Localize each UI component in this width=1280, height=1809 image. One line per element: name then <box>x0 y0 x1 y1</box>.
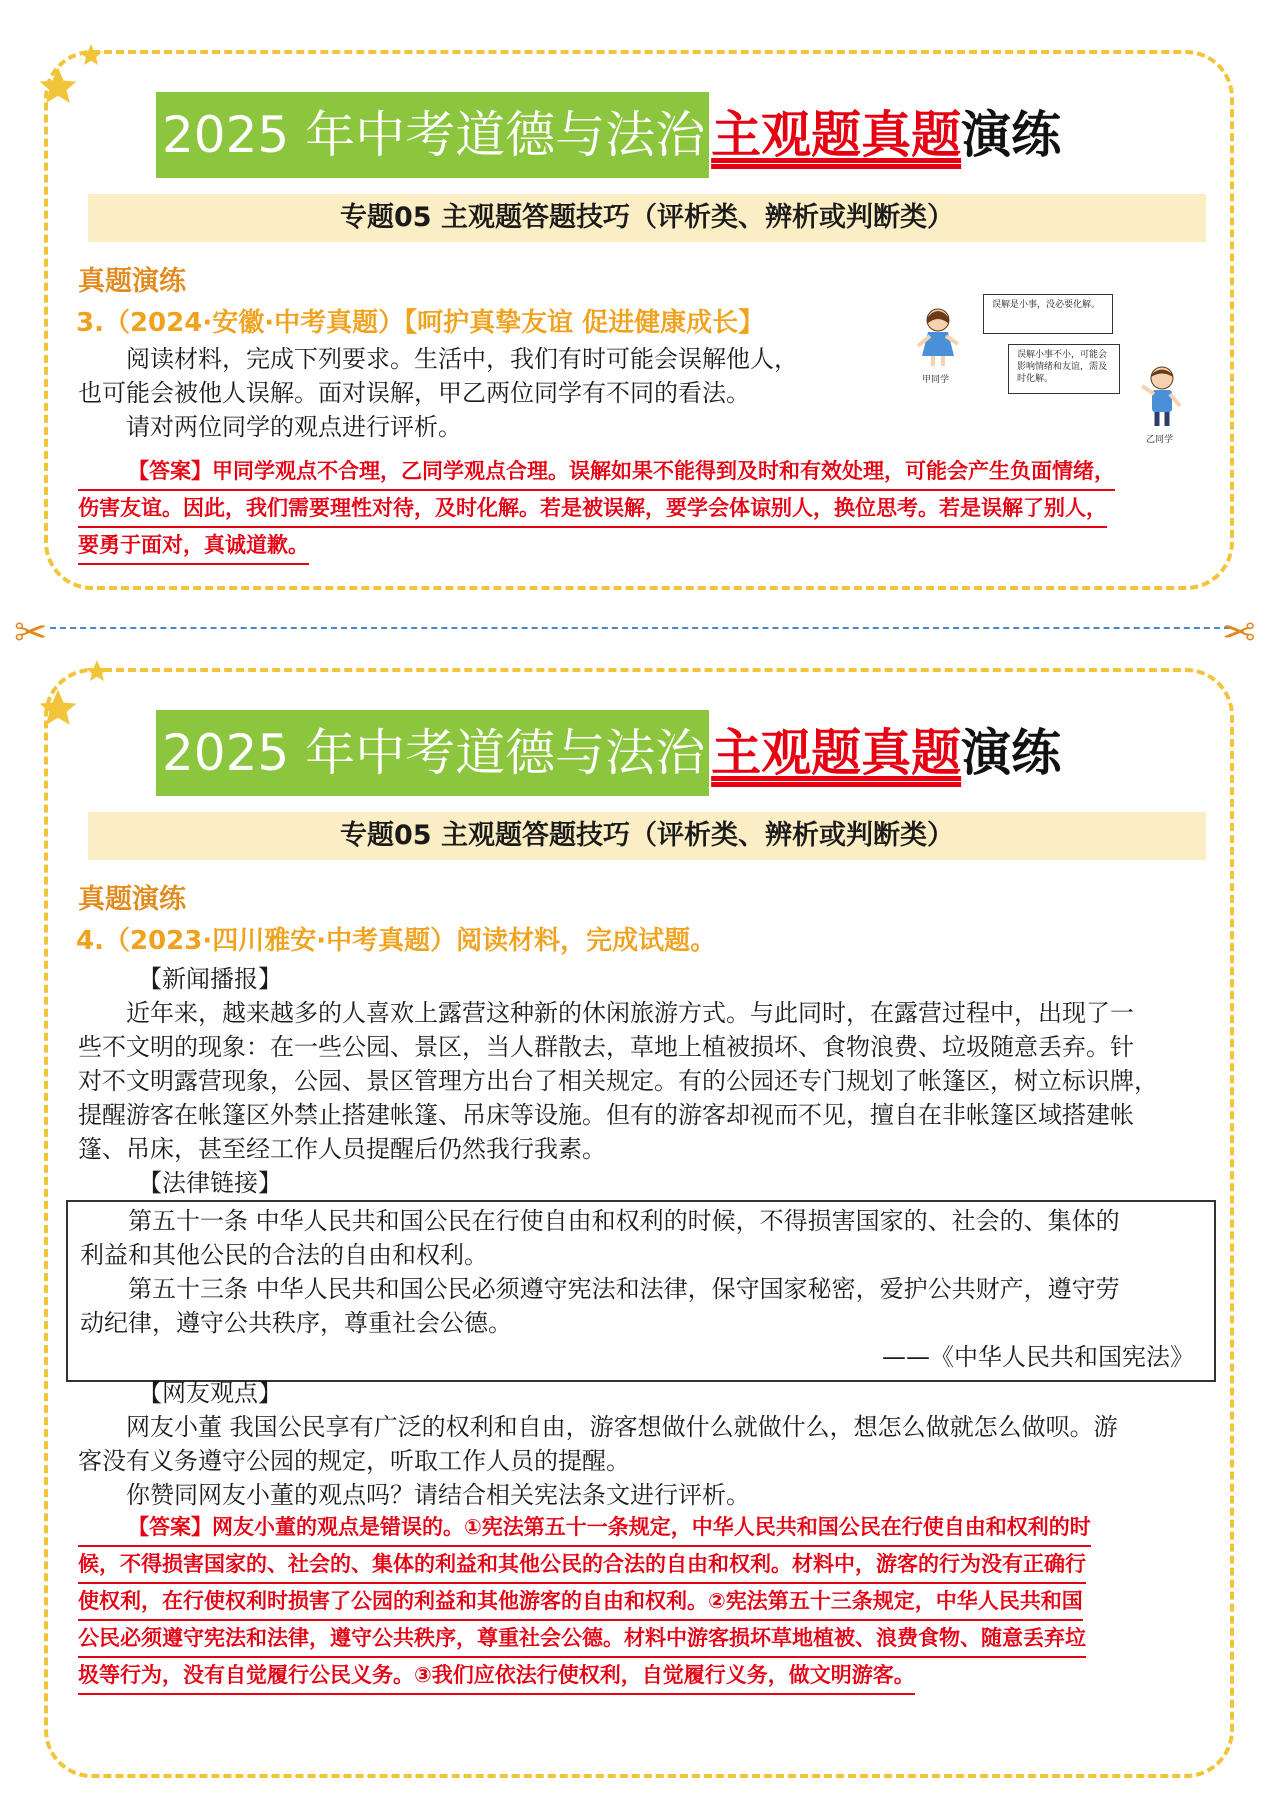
text-line: 些不文明的现象：在一些公园、景区，当人群散去，草地上植被损坏、食物浪费、垃圾随意丢弃。针 <box>78 1033 1134 1061</box>
netizen-section <box>78 1376 1218 1512</box>
title-green-part: 2025 年中考道德与法治 <box>156 710 709 796</box>
star-icon <box>36 64 80 108</box>
title-green-part: 2025 年中考道德与法治 <box>156 92 709 178</box>
law-tag: 【法律链接】 <box>138 1169 282 1197</box>
answer-line: 【答案】网友小董的观点是错误的。①宪法第五十一条规定，中华人民共和国公民在行使自由和权利的时 <box>78 1510 1091 1547</box>
text-line: 提醒游客在帐篷区外禁止搭建帐篷、吊床等设施。但有的游客却视而不见，擅自在非帐篷区域搭建帐 <box>78 1101 1134 1129</box>
text-line: 网友小董 我国公民享有广泛的权利和自由，游客想做什么就做什么，想怎么做就怎么做呗。游 <box>126 1413 1118 1441</box>
law-line: 第五十一条 中华人民共和国公民在行使自由和权利的时候，不得损害国家的、社会的、集体的 <box>128 1207 1120 1235</box>
page-title <box>156 710 1061 796</box>
star-icon <box>84 658 110 684</box>
girl-student-icon <box>908 304 968 368</box>
section-label: 真题演练 <box>78 884 186 915</box>
law-line: 动纪律，遵守公共秩序，尊重社会公德。 <box>80 1309 512 1337</box>
text-line: 请对两位同学的观点进行评析。 <box>126 413 462 441</box>
law-line: 第五十三条 中华人民共和国公民必须遵守宪法和法律，保守国家秘密，爱护公共财产，遵守劳 <box>128 1275 1120 1303</box>
law-link-box <box>66 1200 1216 1382</box>
speech-bubble-b: 误解小事不小，可能会影响情绪和友谊，需及时化解。 <box>1008 344 1120 394</box>
netizen-tag: 【网友观点】 <box>138 1379 282 1407</box>
answer-line: 要勇于面对，真诚道歉。 <box>78 528 309 565</box>
news-section <box>78 962 1218 1200</box>
question-body <box>78 342 898 444</box>
boy-student-icon <box>1134 362 1190 428</box>
speech-bubble-a: 误解是小事，没必要化解。 <box>983 294 1113 334</box>
question-title: 4.（2023·四川雅安·中考真题）阅读材料，完成试题。 <box>76 926 717 956</box>
label-student-a: 甲同学 <box>922 375 950 385</box>
page-title <box>156 92 1061 178</box>
news-tag: 【新闻播报】 <box>138 965 282 993</box>
cut-divider <box>50 627 1230 629</box>
star-icon <box>36 686 80 730</box>
answer-line: 候，不得损害国家的、社会的、集体的利益和其他公民的合法的自由和权利。材料中，游客的行为没有正确行 <box>78 1547 1086 1584</box>
topic-subtitle: 专题05 主观题答题技巧（评析类、辨析或判断类） <box>88 812 1206 860</box>
answer-line: 圾等行为，没有自觉履行公民义务。③我们应依法行使权利，自觉履行义务，做文明游客。 <box>78 1658 915 1695</box>
text-line: 你赞同网友小董的观点吗？请结合相关宪法条文进行评析。 <box>126 1481 750 1509</box>
text-line: 对不文明露营现象，公园、景区管理方出台了相关规定。有的公园还专门规划了帐篷区，树立标识牌， <box>78 1067 1158 1095</box>
title-red-part: 主观题真题 <box>711 724 962 782</box>
question-card-4 <box>44 668 1234 1778</box>
title-black-part: 演练 <box>961 724 1062 782</box>
text-line: 篷、吊床，甚至经工作人员提醒后仍然我行我素。 <box>78 1135 606 1163</box>
question-card-3 <box>44 50 1234 590</box>
answer-line: 【答案】甲同学观点不合理，乙同学观点合理。误解如果不能得到及时和有效处理，可能会产生负面情绪， <box>78 454 1115 491</box>
answer-block <box>78 454 1115 565</box>
title-red-part: 主观题真题 <box>711 106 962 164</box>
text-line: 客没有义务遵守公园的规定，听取工作人员的提醒。 <box>78 1447 630 1475</box>
text-line: 近年来，越来越多的人喜欢上露营这种新的休闲旅游方式。与此同时，在露营过程中，出现了一 <box>126 999 1134 1027</box>
answer-line: 公民必须遵守宪法和法律，遵守公共秩序，尊重社会公德。材料中游客损坏草地植被、浪费食物、随意丢弃垃 <box>78 1621 1086 1658</box>
scissors-icon: ✂ <box>1222 610 1256 656</box>
text-line: 也可能会被他人误解。面对误解，甲乙两位同学有不同的看法。 <box>78 379 750 407</box>
law-source: ——《中华人民共和国宪法》 <box>882 1343 1194 1371</box>
scissors-icon: ✂ <box>14 610 48 656</box>
law-line: 利益和其他公民的合法的自由和权利。 <box>80 1241 488 1269</box>
topic-subtitle: 专题05 主观题答题技巧（评析类、辨析或判断类） <box>88 194 1206 242</box>
text-line: 阅读材料，完成下列要求。生活中，我们有时可能会误解他人， <box>126 345 798 373</box>
title-black-part: 演练 <box>961 106 1062 164</box>
star-icon <box>78 42 104 68</box>
answer-line: 使权利，在行使权利时损害了公园的利益和其他游客的自由和权利。②宪法第五十三条规定，中华人民共和国 <box>78 1584 1083 1621</box>
answer-block <box>78 1510 1091 1695</box>
label-student-b: 乙同学 <box>1146 435 1174 445</box>
answer-line: 伤害友谊。因此，我们需要理性对待，及时化解。若是被误解，要学会体谅别人，换位思考。若是误解了别人， <box>78 491 1107 528</box>
question-title: 3.（2024·安徽·中考真题）【呵护真挚友谊 促进健康成长】 <box>76 308 765 338</box>
section-label: 真题演练 <box>78 266 186 297</box>
